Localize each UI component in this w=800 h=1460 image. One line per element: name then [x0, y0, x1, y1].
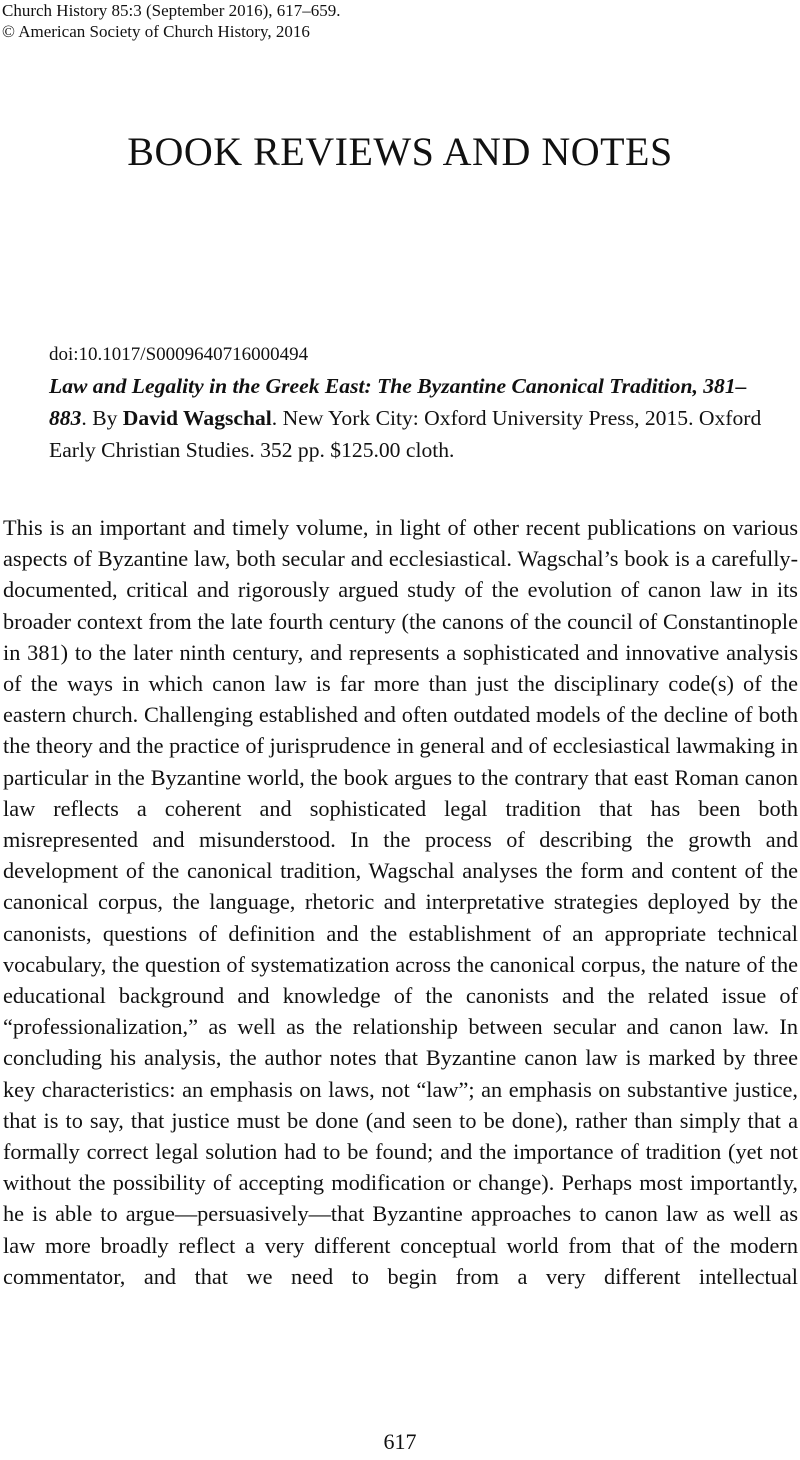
- book-title: Law and Legality in the Greek East: The Byzantine Canonical Tradition, 381–883: [49, 374, 747, 430]
- book-citation: [49, 340, 769, 466]
- review-body: This is an important and timely volume, in light of other recent publications on various aspects of Byzantine law, both secular and ecclesiastical. Wagschal’s book is a carefully-documented, critical and rigorously argued study of the evolution of canon law in its broader context from the late fourth century (the canons of the council of Constantinople in 381) to the later ninth century, and represents a sophisticated and innovative analysis of the ways in which canon law is far more than just the disciplinary code(s) of the eastern church. Challenging established and often outdated models of the decline of both the theory and the practice of jurisprudence in general and of ecclesiastical lawmaking in particular in the Byzantine world, the book argues to the contrary that east Roman canon law reflects a coherent and sophisticated legal tradition that has been both misrepresented and misunderstood. In the process of describing the growth and development of the canonical tradition, Wagschal analyses the form and content of the canonical corpus, the language, rhetoric and interpretative strategies deployed by the canonists, questions of definition and the establishment of an appropriate technical vocabulary, the question of systematization across the canonical corpus, the nature of the educational background and knowledge of the canonists and the related issue of “professionalization,” as well as the relationship between secular and canon law. In concluding his analysis, the author notes that Byzantine canon law is marked by three key characteristics: an emphasis on laws, not “law”; an emphasis on substantive justice, that is to say, that justice must be done (and seen to be done), rather than simply that a formally correct legal solution had to be found; and the importance of tradition (yet not without the possibility of accepting modification or change). Perhaps most importantly, he is able to argue—persuasively—that Byzantine approaches to canon law as well as law more broadly reflect a very different conceptual world from that of the modern commentator, and that we need to begin from a very different intellectual: [3, 515, 798, 1289]
- by-label: . By: [81, 406, 123, 430]
- book-author: David Wagschal: [122, 406, 272, 430]
- publication-details: . New York City: Oxford University Press, 2015. Oxford Early Christian Studies. 352 pp. $125.00 cloth.: [49, 406, 762, 462]
- page-number: 617: [383, 1429, 417, 1454]
- doi-link[interactable]: doi:10.1017/S0009640716000494: [49, 344, 309, 365]
- copyright-line: © American Society of Church History, 2016: [2, 22, 310, 41]
- journal-header: [2, 0, 341, 42]
- section-title: BOOK REVIEWS AND NOTES: [127, 129, 673, 174]
- journal-citation-line: Church History 85:3 (September 2016), 617–659.: [2, 1, 341, 20]
